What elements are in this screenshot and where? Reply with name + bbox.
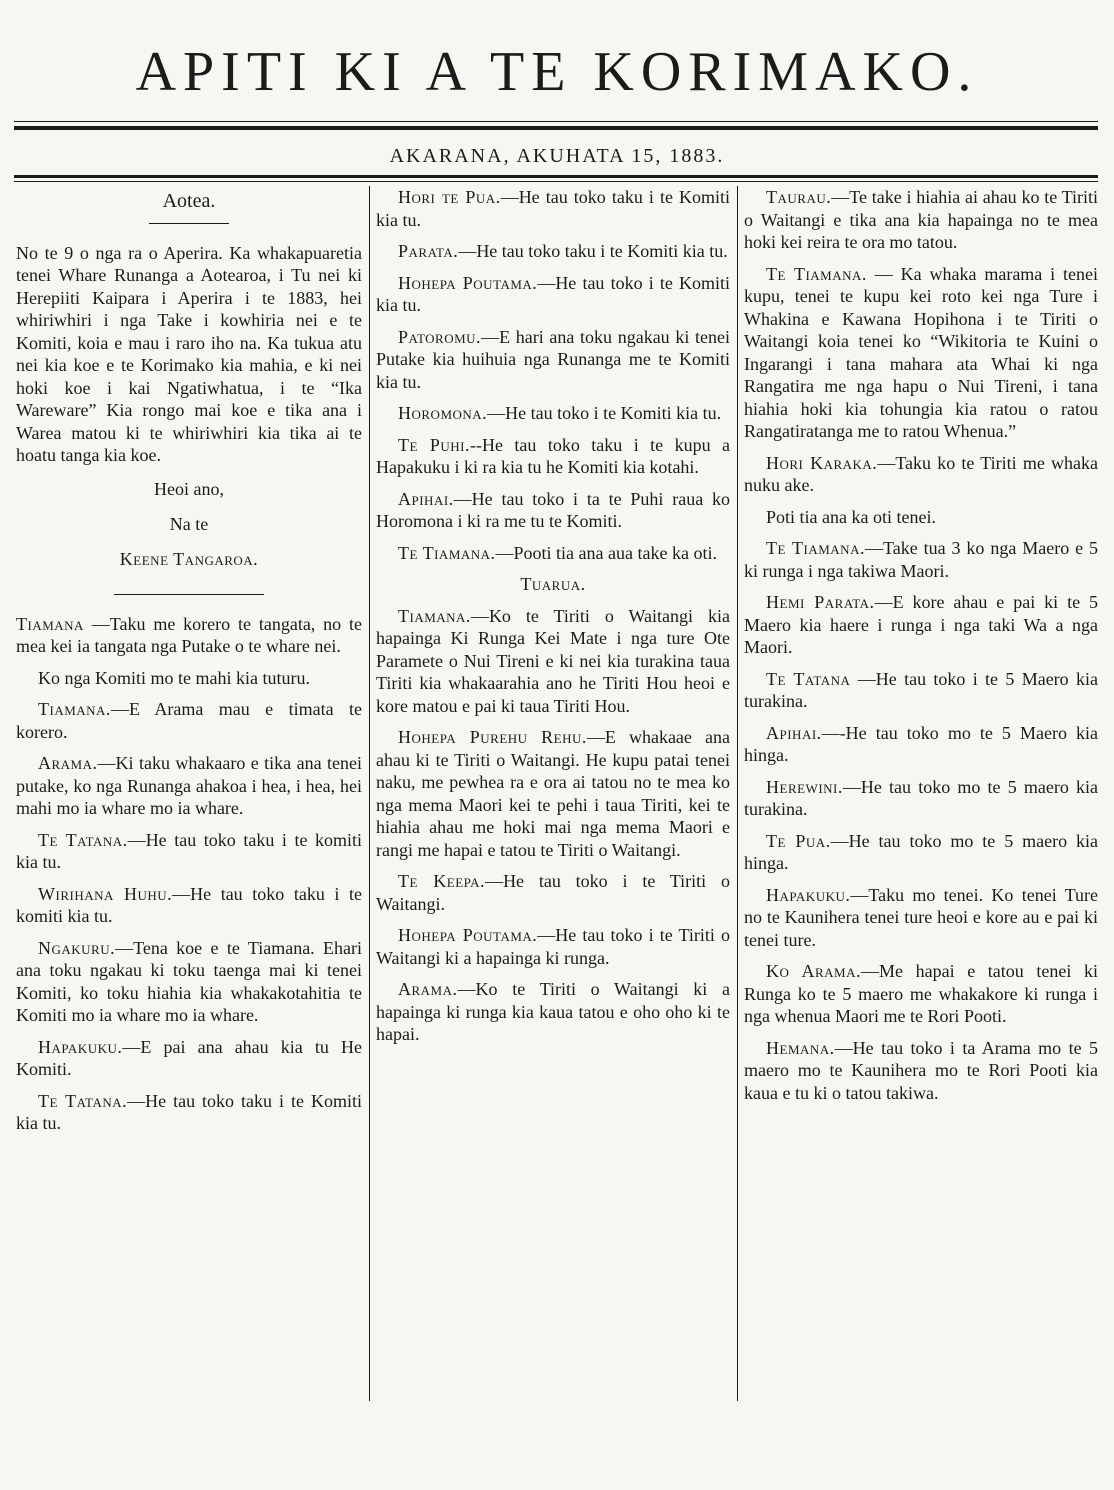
column-1 xyxy=(16,186,362,1401)
speech-text: —Ko te Tiriti o Waitangi kia hapainga Ki Runga Kei Mate i nga ture Ote Paramete o Nui Tireni e ki nei kia turakina taua Tiriti kia whakaarahia ano he Tiriti Hou heoi e kore matou e pai ki taua Tiriti Hou. xyxy=(376,605,730,716)
speech-paragraph xyxy=(376,978,730,1046)
speaker-name: Apihai. xyxy=(398,488,454,509)
speaker-name: Apihai. xyxy=(766,722,822,743)
speaker-name: Te Pua. xyxy=(766,830,831,851)
speaker-name: Hori Karaka. xyxy=(766,452,878,473)
speaker-name: Tiamana. xyxy=(38,699,111,719)
speaker-name: Te Tatana xyxy=(766,668,851,689)
speaker-name: Parata. xyxy=(398,241,459,261)
speech-paragraph xyxy=(376,240,730,263)
speech-text: —Taku me korero te tangata, no te mea kei ia tangata nga Putake o te whare nei. xyxy=(16,613,362,656)
speaker-name: Te Tatana. xyxy=(38,1090,128,1111)
intro-paragraph: No te 9 o nga ra o Aperira. Ka whakapuaretia tenei Whare Runanga a Aotearoa, i Tu nei ki Herepiiti Kaipara i Aperira i te 1883, hei whiriwhiri i nga Take i kowhiria nei e te Komiti, koia e mau i raro iho na. Ka tukua atu nei kia koe e te Korimako kia mahia, e ki nei hoki koe i kai Ngatiwhatua, i te “Ika Wareware” Kia rongo mai koe e tika ana i Warea matou ki te whiriwhiri kia tika ai te hoatu tanga kia koe. xyxy=(16,242,362,465)
speech-paragraph xyxy=(16,667,362,690)
speaker-name: Hemana. xyxy=(766,1037,835,1058)
speech-paragraph xyxy=(16,1036,362,1081)
heading-rule xyxy=(149,223,229,224)
dateline-rule-thick xyxy=(14,175,1098,178)
section-rule xyxy=(114,594,264,595)
speech-paragraph xyxy=(376,605,730,718)
speaker-name: Patoromu. xyxy=(398,326,482,347)
speaker-name: Herewini. xyxy=(766,776,843,797)
speaker-name: Taurau. xyxy=(766,187,832,207)
speaker-name: Te Tiamana. xyxy=(766,263,867,284)
speaker-name: Tiamana xyxy=(16,613,84,634)
speech-paragraph xyxy=(744,1037,1098,1105)
speech-text: —Ko te Tiriti o Waitangi ki a hapainga ki runga kia kaua tatou e oho oho ki te hapai. xyxy=(376,979,730,1044)
speech-paragraph xyxy=(744,263,1098,443)
speech-text: —E Arama mau e timata te korero. xyxy=(16,699,362,742)
speaker-name: Hohepa Poutama. xyxy=(398,925,538,945)
dateline-rule-thin xyxy=(14,181,1098,182)
speech-paragraph xyxy=(16,937,362,1027)
speaker-name: Hohepa Purehu Rehu. xyxy=(398,727,587,747)
speech-paragraph xyxy=(376,326,730,394)
speech-paragraph xyxy=(376,186,730,231)
speech-text: —Te take i hiahia ai ahau ko te Tiriti o Waitangi e tika ana kia hapainga no te mea hoki kei reira te ora mo tatou. xyxy=(744,187,1098,252)
speech-paragraph xyxy=(376,402,730,425)
speech-paragraph xyxy=(376,272,730,317)
speech-paragraph xyxy=(744,668,1098,713)
speech-paragraph xyxy=(376,434,730,479)
speech-text: —He tau toko i te 5 Maero kia turakina. xyxy=(744,668,1098,711)
signature-name: Keene Tangaroa. xyxy=(119,548,259,569)
speaker-name: Wirihana Huhu. xyxy=(38,883,173,904)
speech-text: —-He tau toko mo te 5 Maero kia hinga. xyxy=(744,722,1098,765)
speaker-name: Arama. xyxy=(38,753,98,773)
speech-text: — Ka whaka marama i tenei kupu, tenei te kupu kei roto kei nga Ture i Whakina e Kawana Hopihona i te Tiriti o Waitangi koia tenei ko “Wikitoria te Kuini o Ingarangi i tana mahara ata Whai ki nga Rangatira me nga hapu o Nui Tireni, i tana hiahia hoki kia tohungia kia ratou o ratou Rangatiratanga me to ratou Whenua.” xyxy=(744,263,1098,441)
speech-text: —E whakaae ana ahau ki te Tiriti o Waitangi. He kupu patai tenei naku, me pewhea ra e ora ai tatou no te mea ko nga mema Maori kei te pehi i taua Tiriti, kei te hiahia ahau me hoki mai nga mema Maori e rangi me hapai e tatou te Tiriti o Waitangi. xyxy=(376,727,730,860)
speech-text: --He tau toko taku i te kupu a Hapakuku i ki ra kia tu he Komiti kia kotahi. xyxy=(376,434,730,477)
speech-paragraph xyxy=(376,924,730,969)
speech-text: —Ki taku whakaaro e tika ana tenei putake, ko nga Runanga ahakoa i hea, i hea, hei mahi mo ia whare mo ia whare. xyxy=(16,753,362,818)
speech-paragraph xyxy=(16,1090,362,1135)
speaker-name: Hohepa Poutama. xyxy=(398,272,538,293)
speech-paragraph xyxy=(376,488,730,533)
speech-text: —He tau toko i ta Arama mo te 5 maero mo te Kaunihera mo te Rori Pooti kia kaua e tu ki o tatou takiwa. xyxy=(744,1037,1098,1103)
speech-paragraph xyxy=(744,722,1098,767)
speech-paragraph xyxy=(744,452,1098,497)
speech-text: —E kore ahau e pai ki te 5 Maero kia haere i runga i nga taki Wa a nga Maori. xyxy=(744,592,1098,657)
masthead-rule-top xyxy=(14,121,1098,122)
speech-text: —Taku mo tenei. Ko tenei Ture no te Kaunihera tenei ture heoi e kore au e pai ki tenei ture. xyxy=(744,884,1098,950)
speaker-name: Hapakuku. xyxy=(38,1036,123,1057)
signature-line-2: Na te xyxy=(169,513,209,534)
speech-text: —Taku ko te Tiriti me whaka nuku ake. xyxy=(744,452,1098,495)
masthead-rule-thick xyxy=(14,126,1098,130)
speech-text: —Me hapai e tatou tenei ki Runga ko te 5 maero me whakakore ki runga i nga whenua Maori me te Rori Pooti. xyxy=(744,961,1098,1026)
column-divider-1 xyxy=(369,186,370,1401)
speech-text: —He tau toko i te Tiriti o Waitangi ki a hapainga ki runga. xyxy=(376,925,730,968)
speaker-name: Tiamana. xyxy=(398,605,471,626)
speech-paragraph xyxy=(744,960,1098,1028)
speaker-name: Hapakuku. xyxy=(766,884,851,905)
speech-paragraph xyxy=(744,884,1098,952)
speaker-name: Te Tiamana. xyxy=(766,538,865,558)
speech-paragraph xyxy=(16,883,362,928)
speech-text: —Take tua 3 ko nga Maero e 5 ki runga i nga takiwa Maori. xyxy=(744,538,1098,581)
speaker-name: Te Tiamana. xyxy=(398,542,496,563)
speaker-name: Te Tatana. xyxy=(38,829,128,850)
subheading: Tuarua. xyxy=(520,574,586,594)
article-heading: Aotea. xyxy=(162,190,216,212)
column-divider-2 xyxy=(737,186,738,1401)
speech-text: —Pooti tia ana aua take ka oti. xyxy=(495,542,717,563)
speech-text: —He tau toko mo te 5 maero kia hinga. xyxy=(744,830,1098,873)
speech-paragraph xyxy=(744,186,1098,254)
speech-paragraph xyxy=(376,726,730,861)
speaker-name: Hori te Pua. xyxy=(398,187,501,207)
speech-text: —He tau toko i te Komiti kia tu. xyxy=(487,403,722,423)
speech-text: —He tau toko i te Komiti kia tu. xyxy=(376,272,730,315)
speaker-name: Ko Arama. xyxy=(766,961,862,981)
speech-paragraph xyxy=(744,776,1098,821)
speaker-name: Arama. xyxy=(398,979,458,999)
speaker-name: Te Keepa. xyxy=(398,871,486,891)
speech-paragraph xyxy=(16,829,362,874)
speech-paragraph xyxy=(744,591,1098,659)
column-3 xyxy=(744,186,1098,1401)
masthead-title: APITI KI A TE KORIMAKO. xyxy=(135,41,979,103)
signature-line-1: Heoi ano, xyxy=(154,478,224,499)
speech-paragraph xyxy=(16,752,362,820)
speech-text: —He tau toko taku i te Komiti kia tu. xyxy=(376,187,730,230)
speech-text: —He tau toko i te Tiriti o Waitangi. xyxy=(376,871,730,914)
speaker-name: Te Puhi. xyxy=(398,434,470,455)
speech-paragraph xyxy=(744,506,1098,529)
speech-text: —He tau toko taku i te Komiti kia tu. xyxy=(16,1090,362,1133)
speaker-name: Hemi Parata. xyxy=(766,592,875,612)
speech-text: —Tena koe e te Tiamana. Ehari ana toku ngakau ki toku taenga mai ki tenei Komiti, ko toku hiahia kia whakakotahitia te Komiti mo ia whare mo ia whare. xyxy=(16,937,362,1025)
speech-text: —He tau toko taku i te komiti kia tu. xyxy=(16,883,362,926)
speech-paragraph xyxy=(376,542,730,565)
speech-text: Poti tia ana ka oti tenei. xyxy=(766,506,936,527)
speaker-name: Ngakuru. xyxy=(38,937,116,958)
speech-text: —E hari ana toku ngakau ki tenei Putake kia huihuia nga Runanga me te Komiti kia tu. xyxy=(376,326,730,392)
column-2 xyxy=(376,186,730,1401)
speaker-name: Horomona. xyxy=(398,403,488,423)
dateline: AKARANA, AKUHATA 15, 1883. xyxy=(389,145,725,167)
speech-text: —E pai ana ahau kia tu He Komiti. xyxy=(16,1036,362,1079)
speech-text: —He tau toko taku i te komiti kia tu. xyxy=(16,829,362,872)
speech-paragraph xyxy=(16,698,362,743)
speech-text: Ko nga Komiti mo te mahi kia tuturu. xyxy=(38,667,310,688)
speech-paragraph xyxy=(16,613,362,658)
speech-text: —He tau toko i ta te Puhi raua ko Horomona i ki ra me tu te Komiti. xyxy=(376,488,730,531)
speech-text: —He tau toko taku i te Komiti kia tu. xyxy=(458,241,728,261)
speech-text: —He tau toko mo te 5 maero kia turakina. xyxy=(744,776,1098,819)
speech-paragraph xyxy=(376,870,730,915)
speech-paragraph xyxy=(744,537,1098,582)
speech-paragraph xyxy=(744,830,1098,875)
